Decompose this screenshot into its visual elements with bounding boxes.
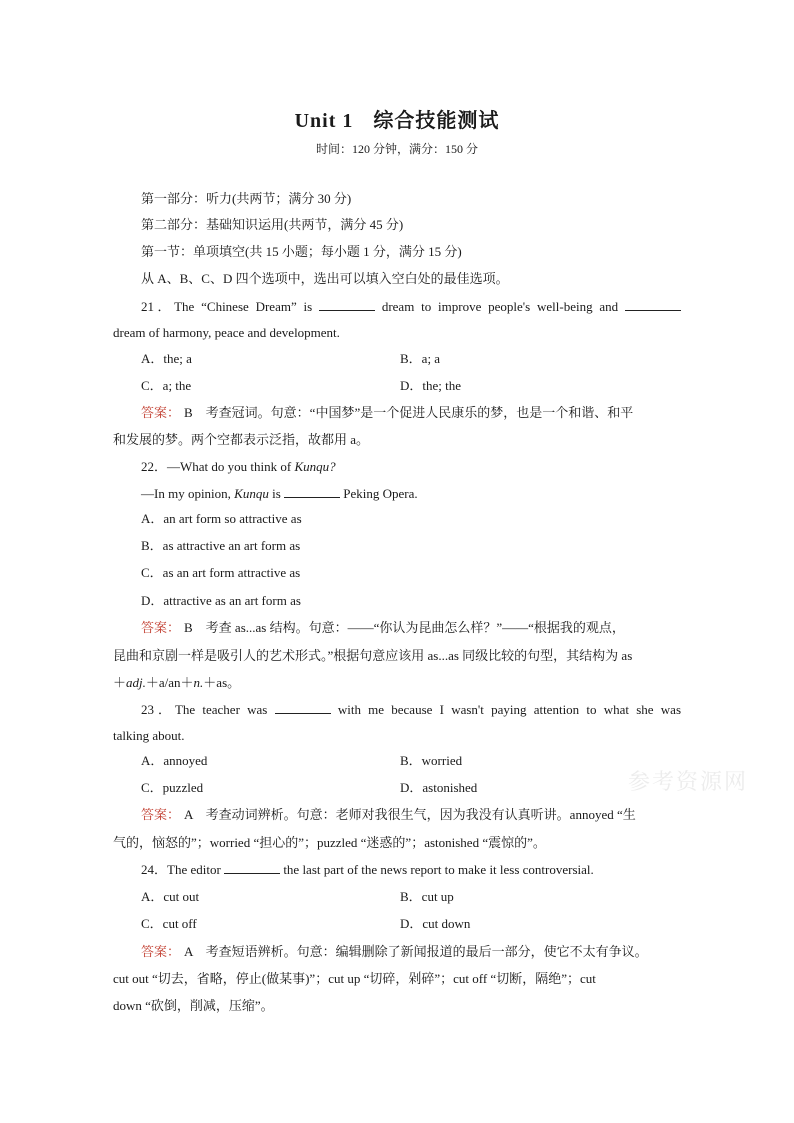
q22-dialog-line1: 22．—What do you think of Kunqu?: [141, 459, 336, 474]
q23-option-b: B．worried: [400, 753, 463, 768]
q21-option-a: A．the; a: [141, 351, 192, 366]
answer-label: 答案：: [141, 944, 181, 959]
q22-answer-line1: 答案： B 考查 as...as 结构。句意：——“你认为昆曲怎么样？”——“根据我的观点，: [141, 620, 625, 635]
q21-blank-1: [319, 298, 375, 311]
q22-option-c: C．as an art form attractive as: [141, 565, 301, 580]
q23-answer-line2: 气的，恼怒的”；worried “担心的”；puzzled “迷惑的”；astonished “震惊的”。: [113, 835, 546, 850]
q23-number: 23．: [141, 702, 175, 717]
answer-label: 答案：: [141, 405, 181, 420]
q22-option-a: A．an art form so attractive as: [141, 511, 302, 526]
q22-answer-line2: 昆曲和京剧一样是吸引人的艺术形式。”根据句意应该用 as...as 同级比较的句型，其结构为 as: [113, 648, 633, 663]
q23-blank: [275, 701, 331, 714]
q24-answer-line2: cut out “切去，省略，停止(做某事)”；cut up “切碎，剁碎”；cut off “切断，隔绝”；cut: [113, 971, 596, 986]
q21-option-d: D．the; the: [400, 378, 462, 393]
answer-label: 答案：: [141, 620, 181, 635]
q21-blank-2: [625, 298, 681, 311]
q22-option-b: B．as attractive an art form as: [141, 538, 301, 553]
q24-option-d: D．cut down: [400, 916, 471, 931]
q24-option-c: C．cut off: [141, 916, 197, 931]
q21-number: 21．: [141, 299, 175, 314]
time-score-info: 时间：120 分钟，满分：150 分: [315, 142, 478, 156]
q23-answer-line1: 答案： A 考查动词辨析。句意：老师对我很生气，因为我没有认真听讲。annoyed “生: [141, 807, 636, 822]
title-unit: Unit 1: [294, 110, 354, 132]
q22-option-d: D．attractive as an art form as: [141, 593, 301, 608]
q24-option-b: B．cut up: [400, 889, 454, 904]
q21-option-b: B．a; a: [400, 351, 441, 366]
section1-heading: 第一节：单项填空(共 15 小题；每小题 1 分，满分 15 分): [141, 244, 462, 259]
q23-stem-line1: 23．The teacher was with me because I wasn't paying attention to what she was: [141, 702, 682, 717]
instruction: 从 A、B、C、D 四个选项中，选出可以填入空白处的最佳选项。: [141, 271, 509, 286]
q23-option-d: D．astonished: [400, 780, 478, 795]
title-cn: 综合技能测试: [373, 110, 500, 132]
part1-heading: 第一部分：听力(共两节；满分 30 分): [141, 191, 352, 206]
q22-dialog-line2: —In my opinion, Kunqu is Peking Opera.: [141, 486, 418, 501]
answer-label: 答案：: [141, 807, 181, 822]
q22-answer-line3: ＋adj.＋a/an＋n.＋as。: [113, 675, 241, 690]
q21-option-c: C．a; the: [141, 378, 192, 393]
q21-answer-line2: 和发展的梦。两个空都表示泛指，故都用 a。: [113, 432, 370, 447]
q21-stem-line1: 21．The “Chinese Dream” is dream to improve people's well-being and: [141, 298, 681, 316]
q24-blank: [224, 861, 280, 874]
q23-stem-line2: talking about.: [113, 728, 185, 743]
q24-answer-line3: down “砍倒，削减，压缩”。: [113, 998, 274, 1013]
q24-stem: 24．The editor the last part of the news report to make it less controversial.: [141, 862, 594, 877]
watermark: 参考资源网: [628, 769, 749, 794]
q21-answer-line1: 答案： B 考查冠词。句意：“中国梦”是一个促进人民康乐的梦，也是一个和谐、和平: [141, 405, 634, 420]
q22-blank: [284, 485, 340, 498]
q24-option-a: A．cut out: [141, 889, 200, 904]
part2-heading: 第二部分：基础知识运用(共两节，满分 45 分): [141, 217, 404, 232]
q22-number: 22．: [141, 459, 168, 474]
q24-number: 24．: [141, 862, 168, 877]
q23-option-a: A．annoyed: [141, 753, 208, 768]
q23-option-c: C．puzzled: [141, 780, 204, 795]
page-title: [0, 104, 794, 133]
q24-answer-line1: 答案： A 考查短语辨析。句意：编辑删除了新闻报道的最后一部分，使它不太有争议。: [141, 944, 648, 959]
q21-stem-line2: dream of harmony, peace and development.: [113, 325, 340, 340]
